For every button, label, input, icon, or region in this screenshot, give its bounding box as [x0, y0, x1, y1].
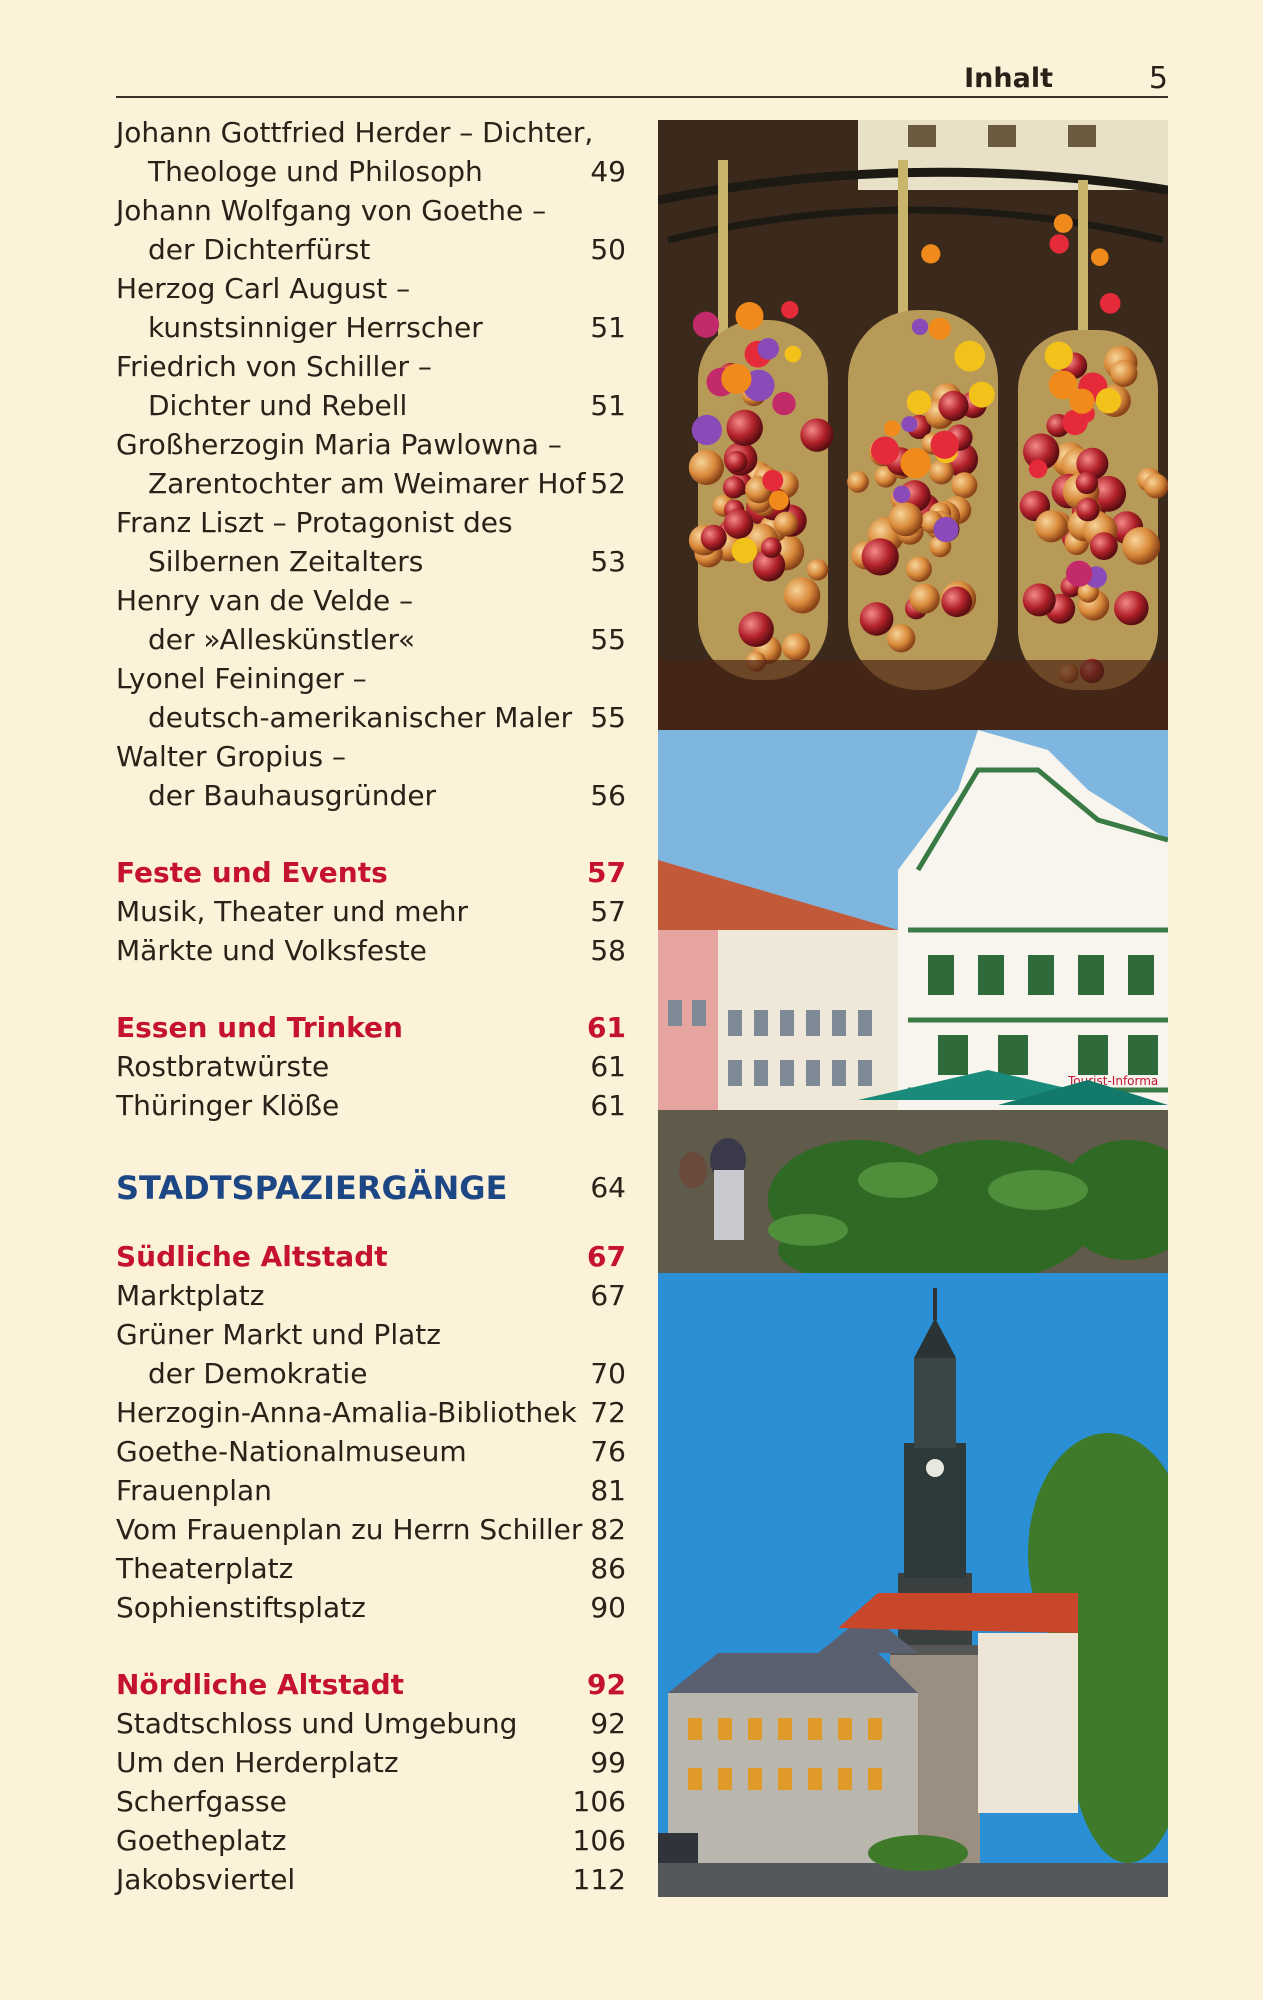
toc-entry-title: Grüner Markt und Platz [116, 1318, 441, 1351]
dried-flower [721, 364, 751, 394]
toc-page-number: 112 [572, 1863, 626, 1896]
toc-section-heading[interactable] [116, 1237, 626, 1276]
toc-spacer [116, 1627, 626, 1665]
photo-onion-market [658, 120, 1168, 730]
toc-page-number: 86 [590, 1552, 626, 1585]
toc-entry-title: Friedrich von Schiller – [116, 350, 432, 383]
table-of-contents [116, 113, 626, 1899]
toc-entry-title: Jakobsviertel [116, 1863, 296, 1896]
photo-castle-tower [658, 1273, 1168, 1897]
toc-entry-title: Walter Gropius – [116, 740, 346, 773]
tourist-info-sign: Tourist-Informa [1068, 1074, 1159, 1088]
toc-page-number: 57 [590, 895, 626, 928]
toc-entry[interactable] [116, 1432, 626, 1471]
dried-flower [901, 416, 917, 432]
toc-entry-title: STADTSPAZIERGÄNGE [116, 1169, 508, 1207]
toc-entry[interactable] [116, 659, 626, 737]
toc-page-number: 52 [590, 467, 626, 500]
toc-entry[interactable] [116, 425, 626, 503]
dried-flower [732, 538, 758, 564]
toc-page-number: 55 [590, 701, 626, 734]
toc-spacer [116, 815, 626, 853]
onion [941, 587, 972, 618]
photo-market-square [658, 730, 1168, 1273]
dried-flower [781, 301, 798, 318]
dried-flower [1029, 460, 1048, 479]
toc-entry-title: Franz Liszt – Protagonist des [116, 506, 513, 539]
toc-entry-title: Südliche Altstadt [116, 1240, 388, 1273]
toc-entry-title: Goetheplatz [116, 1824, 287, 1857]
toc-entry-title: Um den Herderplatz [116, 1746, 399, 1779]
dried-flower [1091, 248, 1109, 266]
dried-flower [1066, 561, 1092, 587]
toc-entry-title: Zarentochter am Weimarer Hof [148, 467, 586, 500]
toc-page-number: 61 [587, 1011, 626, 1044]
onion [847, 471, 869, 493]
toc-entry[interactable] [116, 347, 626, 425]
toc-entry-title: Rostbratwürste [116, 1050, 330, 1083]
toc-page-number: 49 [590, 155, 626, 188]
onion [726, 451, 748, 473]
toc-entry-title: Stadtschloss und Umgebung [116, 1707, 518, 1740]
dried-flower [762, 470, 783, 491]
toc-page-number: 106 [572, 1824, 626, 1857]
toc-entry-title: Theologe und Philosoph [148, 155, 483, 188]
onion [784, 577, 820, 613]
toc-entry[interactable] [116, 1743, 626, 1782]
toc-entry-title: Dichter und Rebell [148, 389, 408, 422]
dried-flower [1096, 388, 1121, 413]
toc-entry-title: der Bauhausgründer [148, 779, 437, 812]
onion [1076, 498, 1100, 522]
toc-entry-title: Essen und Trinken [116, 1011, 403, 1044]
toc-entry-title: Johann Gottfried Herder – Dichter, [116, 116, 594, 149]
toc-spacer [116, 970, 626, 1008]
onion [782, 633, 810, 661]
toc-entry[interactable] [116, 1086, 626, 1125]
onion [887, 624, 915, 652]
onion [889, 502, 923, 536]
onion [1035, 510, 1067, 542]
toc-entry-title: der Demokratie [148, 1357, 368, 1390]
toc-entry[interactable] [116, 737, 626, 815]
toc-page-number: 61 [590, 1050, 626, 1083]
onion [910, 584, 940, 614]
toc-entry[interactable] [116, 1860, 626, 1899]
toc-entry[interactable] [116, 1782, 626, 1821]
toc-page-number: 67 [587, 1240, 626, 1273]
toc-entry[interactable] [116, 113, 626, 191]
dried-flower [969, 382, 995, 408]
dried-flower [1100, 293, 1121, 314]
onion [1114, 591, 1149, 626]
toc-page-number: 58 [590, 934, 626, 967]
dried-flower [907, 390, 931, 414]
toc-entry-title: Großherzogin Maria Pawlowna – [116, 428, 562, 461]
toc-entry-title: Nördliche Altstadt [116, 1668, 405, 1701]
toc-page-number: 82 [590, 1513, 626, 1546]
toc-page-number: 56 [590, 779, 626, 812]
toc-entry[interactable] [116, 1276, 626, 1315]
toc-entry[interactable] [116, 503, 626, 581]
toc-entry[interactable] [116, 1821, 626, 1860]
onion [807, 559, 828, 580]
toc-page-number: 76 [590, 1435, 626, 1468]
toc-entry-title: Märkte und Volksfeste [116, 934, 427, 967]
toc-entry[interactable] [116, 1393, 626, 1432]
toc-entry[interactable] [116, 1315, 626, 1393]
toc-page-number: 106 [572, 1785, 626, 1818]
onion [1023, 583, 1056, 616]
toc-entry-title: kunstsinniger Herrscher [148, 311, 483, 344]
onion [860, 602, 894, 636]
toc-entry-title: der Dichterfürst [148, 233, 371, 266]
toc-page-number: 81 [590, 1474, 626, 1507]
toc-entry-title: Frauenplan [116, 1474, 272, 1507]
toc-chapter[interactable] [116, 1165, 626, 1211]
dried-flower [900, 448, 930, 478]
dried-flower [1049, 371, 1078, 400]
onion [938, 391, 968, 421]
page-number: 5 [1148, 61, 1168, 96]
onion [1110, 360, 1137, 387]
toc-entry[interactable] [116, 581, 626, 659]
onion [1144, 474, 1168, 499]
toc-page-number: 61 [590, 1089, 626, 1122]
dried-flower [954, 341, 985, 372]
toc-page-number: 57 [587, 856, 626, 889]
dried-flower [884, 420, 900, 436]
dried-flower [1045, 342, 1073, 370]
onion [701, 525, 727, 551]
toc-entry-title: Theaterplatz [116, 1552, 294, 1585]
toc-page-number: 64 [590, 1171, 626, 1204]
dried-flower [772, 392, 795, 415]
onion [1090, 532, 1118, 560]
toc-entry-title: Sophienstiftsplatz [116, 1591, 366, 1624]
toc-entry-title: Herzog Carl August – [116, 272, 411, 305]
dried-flower [929, 318, 951, 340]
toc-spacer [116, 1211, 626, 1237]
toc-entry[interactable] [116, 1047, 626, 1086]
toc-page-number: 51 [590, 311, 626, 344]
dried-flower [931, 431, 959, 459]
toc-entry-title: Marktplatz [116, 1279, 265, 1312]
header-section-title: Inhalt [964, 63, 1053, 94]
onion [951, 472, 977, 498]
toc-entry[interactable] [116, 1704, 626, 1743]
toc-entry-title: der »Alleskünstler« [148, 623, 416, 656]
running-header [116, 62, 1168, 98]
toc-entry[interactable] [116, 269, 626, 347]
toc-page-number: 70 [590, 1357, 626, 1390]
dried-flower [912, 319, 928, 335]
dried-flower [933, 517, 958, 542]
onion [929, 460, 953, 484]
toc-page-number: 92 [590, 1707, 626, 1740]
toc-entry-title: Thüringer Klöße [116, 1089, 340, 1122]
toc-entry[interactable] [116, 931, 626, 970]
dried-flower [736, 302, 764, 330]
dried-flower [871, 437, 899, 465]
dried-flower [757, 338, 779, 360]
toc-entry[interactable] [116, 1588, 626, 1627]
dried-flower [785, 346, 802, 363]
toc-entry-title: deutsch-amerikanischer Maler [148, 701, 573, 734]
toc-entry-title: Silbernen Zeitalters [148, 545, 424, 578]
toc-entry[interactable] [116, 892, 626, 931]
dried-flower [692, 415, 722, 445]
toc-entry-title: Herzogin-Anna-Amalia-Bibliothek [116, 1396, 577, 1429]
toc-entry-title: Feste und Events [116, 856, 388, 889]
toc-page-number: 72 [590, 1396, 626, 1429]
onion [739, 612, 774, 647]
toc-page-number: 53 [590, 545, 626, 578]
toc-page-number: 92 [587, 1668, 626, 1701]
dried-flower [1050, 234, 1069, 253]
toc-page-number: 99 [590, 1746, 626, 1779]
toc-section-heading[interactable] [116, 1008, 626, 1047]
onion [1076, 472, 1098, 494]
toc-page-number: 50 [590, 233, 626, 266]
toc-entry-title: Johann Wolfgang von Goethe – [116, 194, 547, 227]
toc-section-heading[interactable] [116, 1665, 626, 1704]
onion [723, 476, 745, 498]
toc-page-number: 51 [590, 389, 626, 422]
onion [724, 509, 754, 539]
toc-spacer [116, 1125, 626, 1165]
toc-entry[interactable] [116, 1510, 626, 1549]
toc-entry-title: Lyonel Feininger – [116, 662, 367, 695]
onion [761, 537, 782, 558]
onion [689, 450, 724, 485]
toc-page-number: 67 [590, 1279, 626, 1312]
onion [727, 410, 763, 446]
dried-flower [921, 244, 940, 263]
onion [1122, 527, 1160, 565]
onion [862, 538, 899, 575]
toc-entry-title: Musik, Theater und mehr [116, 895, 469, 928]
dried-flower [893, 486, 910, 503]
toc-entry-title: Scherfgasse [116, 1785, 287, 1818]
dried-flower [769, 490, 789, 510]
toc-entry-title: Goethe-Nationalmuseum [116, 1435, 467, 1468]
onion [774, 512, 798, 536]
toc-section-heading[interactable] [116, 853, 626, 892]
toc-entry-title: Vom Frauenplan zu Herrn Schiller [116, 1513, 583, 1546]
dried-flower [1054, 214, 1073, 233]
toc-entry[interactable] [116, 191, 626, 269]
toc-page-number: 90 [590, 1591, 626, 1624]
toc-entry-title: Henry van de Velde – [116, 584, 414, 617]
toc-page-number: 55 [590, 623, 626, 656]
onion [906, 556, 932, 582]
onion [800, 418, 833, 451]
toc-entry[interactable] [116, 1471, 626, 1510]
toc-entry[interactable] [116, 1549, 626, 1588]
dried-flower [693, 312, 719, 338]
